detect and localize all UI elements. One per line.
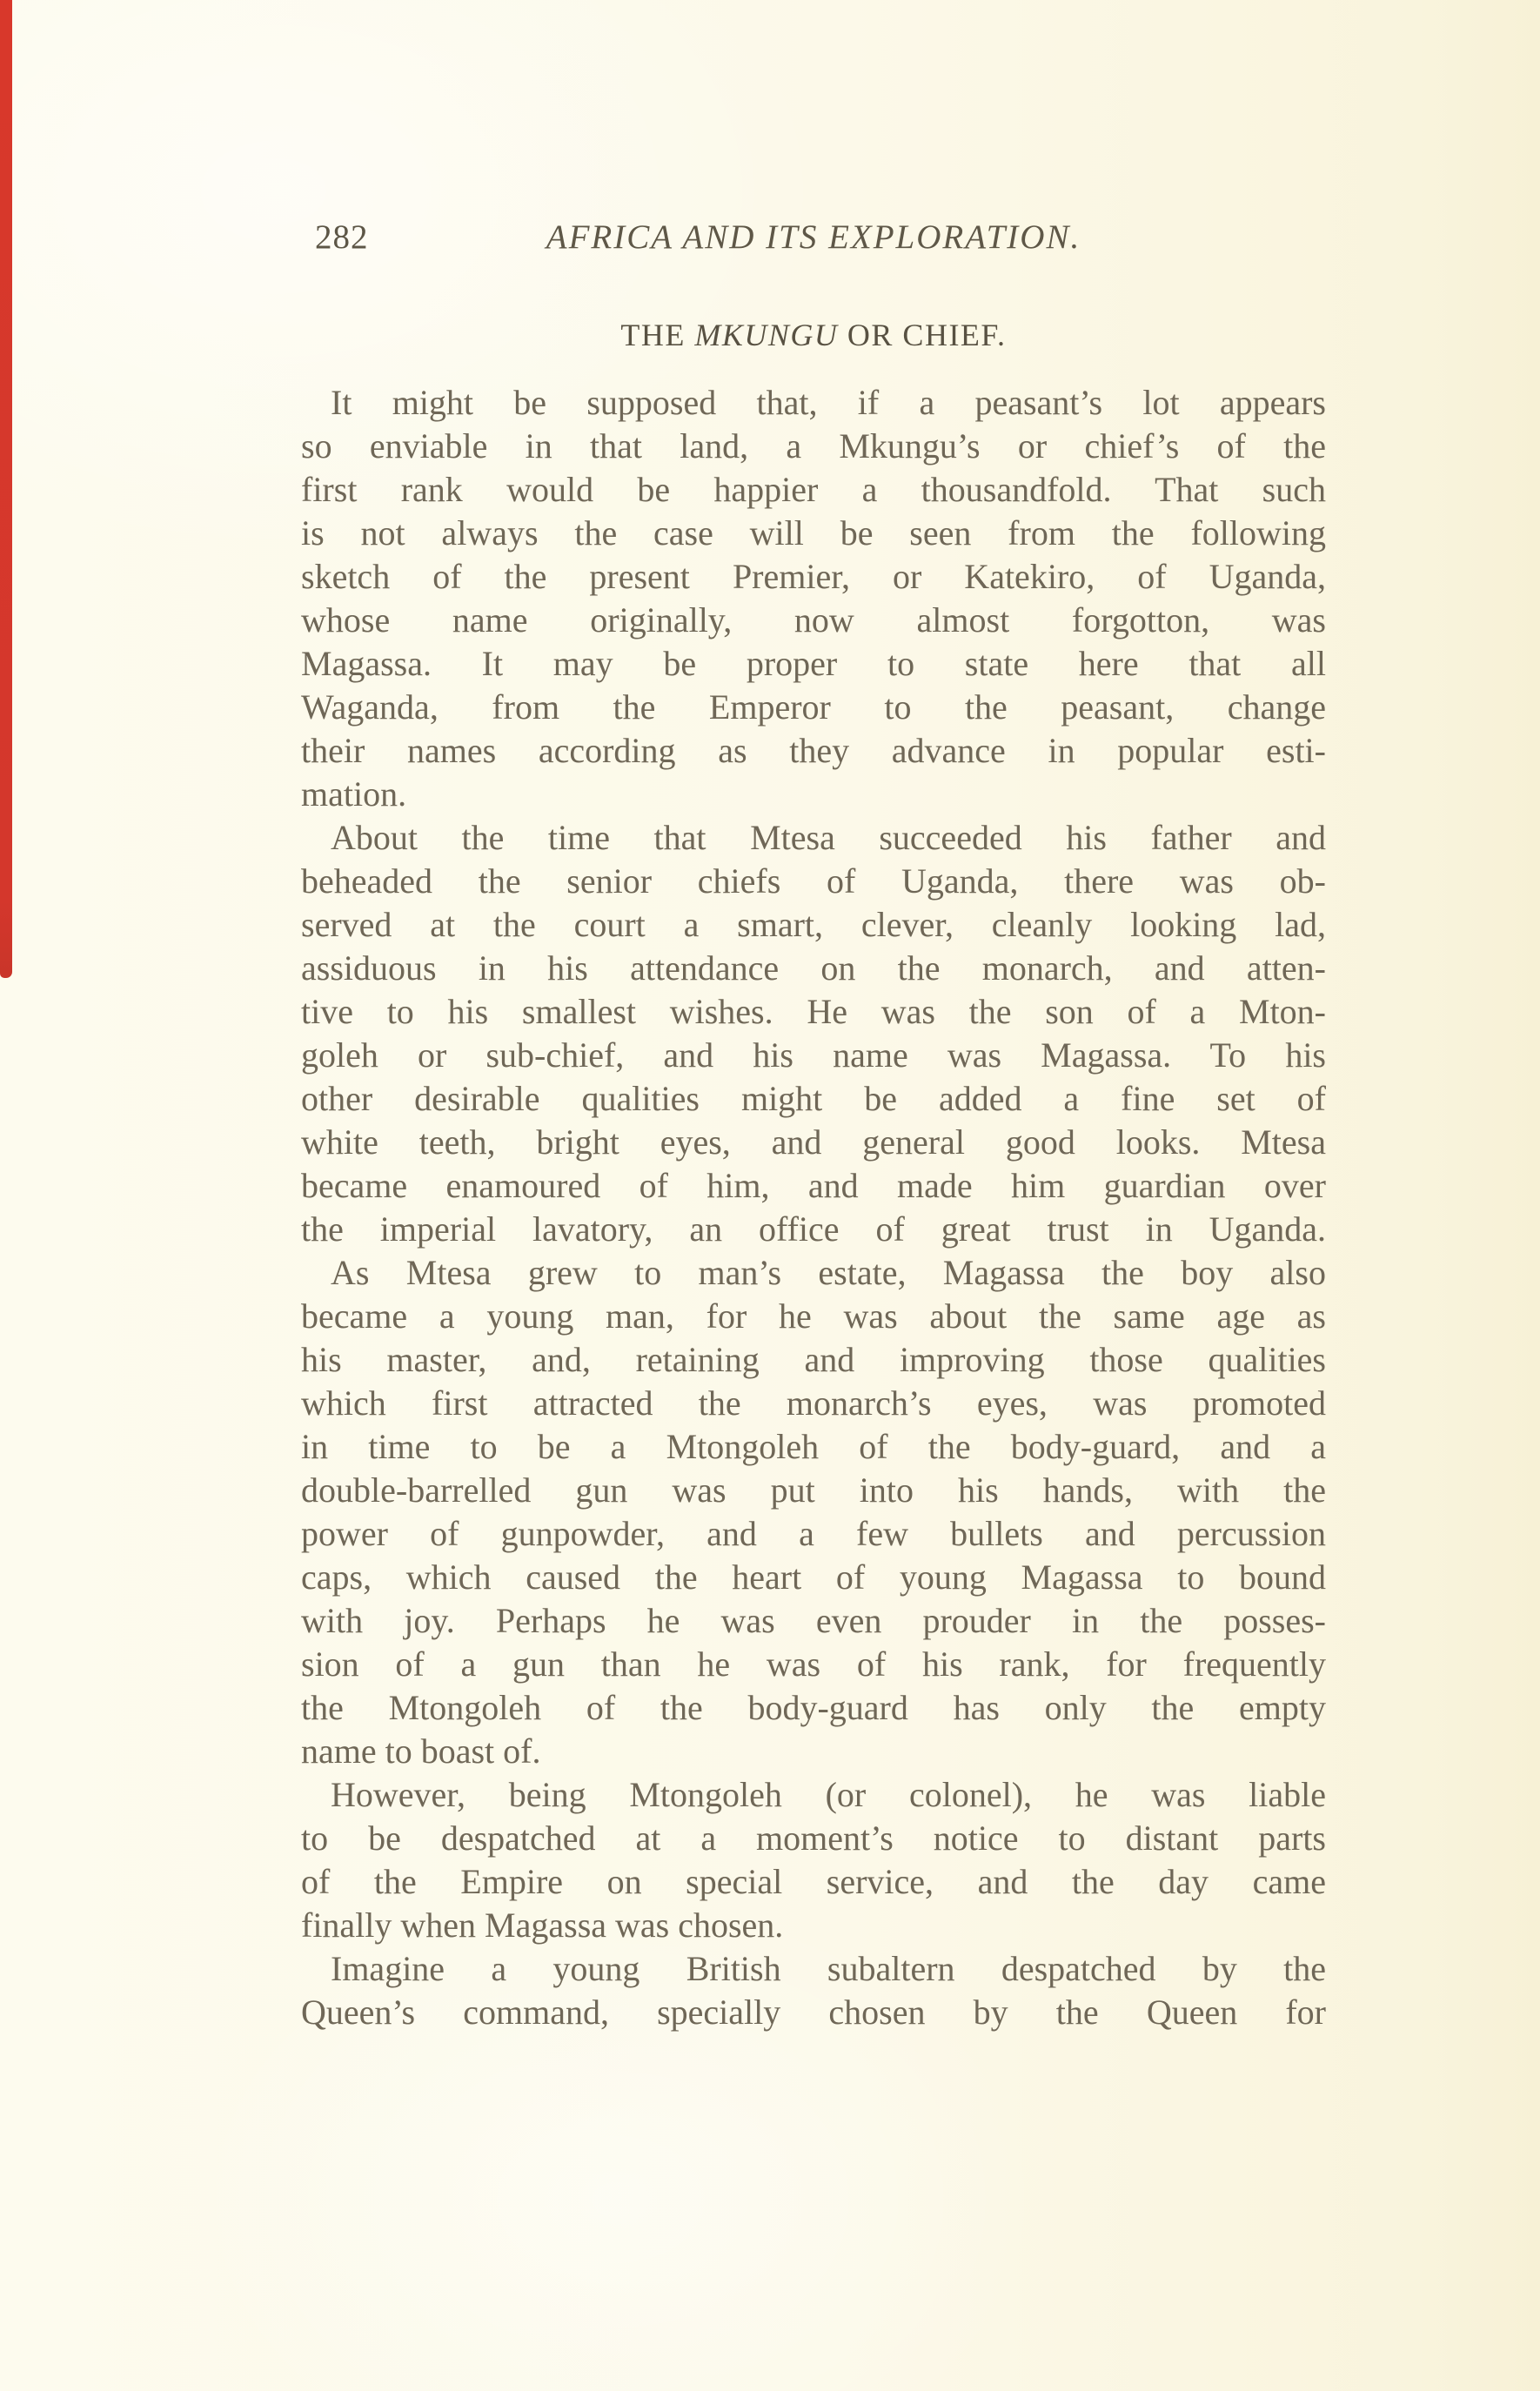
text-line: double-barrelled gun was put into his hands, with the bbox=[301, 1470, 1326, 1510]
text-line: sketch of the present Premier, or Katekiro, of Uganda, bbox=[301, 557, 1326, 596]
text-line: of the Empire on special service, and the day came bbox=[301, 1862, 1326, 1901]
text-line: Magassa. It may be proper to state here that all bbox=[301, 644, 1326, 683]
text-line: tive to his smallest wishes. He was the son of a Mton- bbox=[301, 992, 1326, 1031]
paragraph bbox=[301, 1947, 1326, 2034]
text-line: which first attracted the monarch’s eyes, was promoted bbox=[301, 1383, 1326, 1423]
running-head bbox=[301, 218, 1326, 259]
text-line: assiduous in his attendance on the monarch, and atten- bbox=[301, 948, 1326, 988]
text-line: so enviable in that land, a Mkungu’s or chief’s of the bbox=[301, 426, 1326, 465]
text-line: his master, and, retaining and improving those qualities bbox=[301, 1340, 1326, 1379]
section-heading-pre: THE bbox=[620, 318, 695, 352]
text-line: is not always the case will be seen from the following bbox=[301, 513, 1326, 553]
text-line: About the time that Mtesa succeeded his father and bbox=[331, 818, 1326, 857]
text-line: white teeth, bright eyes, and general good looks. Mtesa bbox=[301, 1122, 1326, 1162]
text-line: with joy. Perhaps he was even prouder in the posses- bbox=[301, 1601, 1326, 1640]
text-line: became enamoured of him, and made him guardian over bbox=[301, 1166, 1326, 1205]
paragraph bbox=[301, 1773, 1326, 1947]
text-line: the imperial lavatory, an office of great trust in Uganda. bbox=[301, 1209, 1326, 1249]
text-line: It might be supposed that, if a peasant’s lot appears bbox=[331, 383, 1326, 422]
section-heading-italic: MKUNGU bbox=[694, 318, 839, 352]
text-line: the Mtongoleh of the body-guard has only the empty bbox=[301, 1688, 1326, 1727]
text-line: mation. bbox=[301, 774, 407, 814]
paragraph bbox=[301, 1251, 1326, 1773]
text-line: Imagine a young British subaltern despatched by the bbox=[331, 1949, 1326, 1988]
text-line: Waganda, from the Emperor to the peasant, change bbox=[301, 687, 1326, 727]
text-line: finally when Magassa was chosen. bbox=[301, 1905, 784, 1945]
running-title: AFRICA AND ITS EXPLORATION. bbox=[546, 218, 1081, 256]
text-line: sion of a gun than he was of his rank, for frequently bbox=[301, 1644, 1326, 1684]
text-line: other desirable qualities might be added a fine set of bbox=[301, 1079, 1326, 1118]
text-line: Queen’s command, specially chosen by the Queen for bbox=[301, 1992, 1326, 2032]
text-line: served at the court a smart, clever, cleanly looking lad, bbox=[301, 905, 1326, 944]
paragraph bbox=[301, 381, 1326, 816]
paragraph bbox=[301, 816, 1326, 1251]
text-line: beheaded the senior chiefs of Uganda, there was ob- bbox=[301, 861, 1326, 901]
text-line: power of gunpowder, and a few bullets and percussion bbox=[301, 1514, 1326, 1553]
text-line: name to boast of. bbox=[301, 1731, 541, 1771]
text-line: their names according as they advance in popular esti- bbox=[301, 731, 1326, 770]
page-number: 282 bbox=[315, 218, 369, 256]
text-line: However, being Mtongoleh (or colonel), he was liable bbox=[331, 1775, 1326, 1814]
red-edge-stripe bbox=[0, 0, 12, 978]
text-line: first rank would be happier a thousandfold. That such bbox=[301, 470, 1326, 509]
text-line: whose name originally, now almost forgotton, was bbox=[301, 600, 1326, 640]
text-line: to be despatched at a moment’s notice to distant parts bbox=[301, 1818, 1326, 1858]
text-line: caps, which caused the heart of young Magassa to bound bbox=[301, 1557, 1326, 1597]
text-line: goleh or sub-chief, and his name was Magassa. To his bbox=[301, 1035, 1326, 1075]
section-heading bbox=[301, 317, 1326, 353]
section-heading-post: OR CHIEF. bbox=[838, 318, 1007, 352]
body-text bbox=[301, 381, 1326, 2034]
text-line: in time to be a Mtongoleh of the body-guard, and a bbox=[301, 1427, 1326, 1466]
text-line: became a young man, for he was about the same age as bbox=[301, 1296, 1326, 1336]
text-line: As Mtesa grew to man’s estate, Magassa the boy also bbox=[331, 1253, 1326, 1292]
